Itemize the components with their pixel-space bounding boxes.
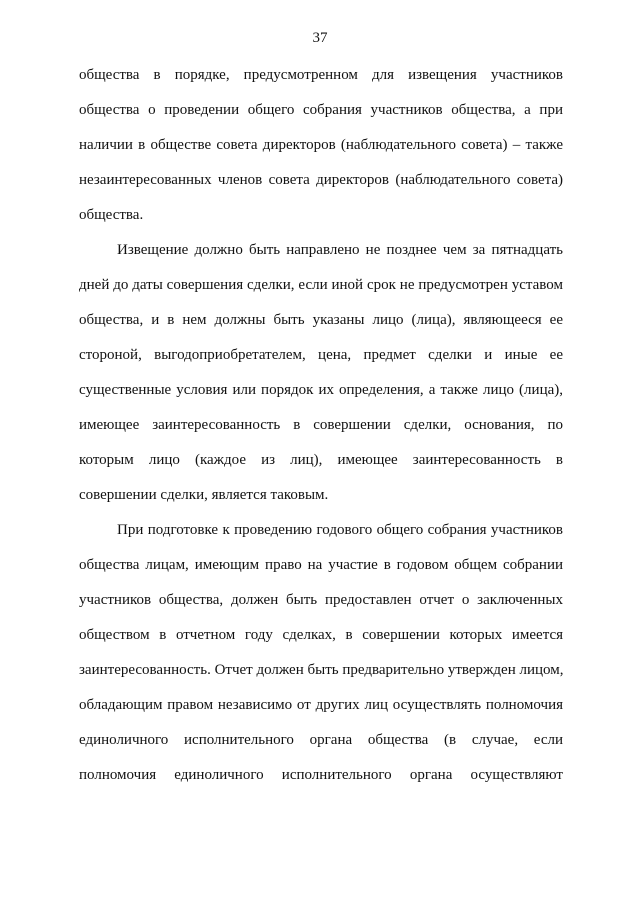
text-line: общества лицам, имеющим право на участие в годовом общем собрании xyxy=(79,557,563,573)
text-line: незаинтересованных членов совета директоров (наблюдательного совета) xyxy=(79,172,563,188)
text-line: стороной, выгодоприобретателем, цена, предмет сделки и иные ее xyxy=(79,347,563,363)
text-line: имеющее заинтересованность в совершении сделки, основания, по xyxy=(79,417,563,433)
text-line: общества о проведении общего собрания участников общества, а при xyxy=(79,102,563,118)
text-line: общества. xyxy=(79,207,144,223)
paragraph-2 xyxy=(79,239,563,519)
paragraph-1 xyxy=(79,64,563,239)
text-line: общества в порядке, предусмотренном для извещения участников xyxy=(79,67,563,83)
text-line: При подготовке к проведению годового общего собрания участников xyxy=(117,522,563,538)
text-line: существенные условия или порядок их определения, а также лицо (лица), xyxy=(79,382,563,398)
text-line: дней до даты совершения сделки, если иной срок не предусмотрен уставом xyxy=(79,277,563,293)
text-line: наличии в обществе совета директоров (наблюдательного совета) – также xyxy=(79,137,563,153)
text-line: общества, и в нем должны быть указаны лицо (лица), являющееся ее xyxy=(79,312,563,328)
text-line: обществом в отчетном году сделках, в совершении которых имеется xyxy=(79,627,563,643)
document-body xyxy=(79,64,563,799)
text-line: полномочия единоличного исполнительного органа осуществляют xyxy=(79,767,563,783)
page-number: 37 xyxy=(312,30,328,46)
text-line: участников общества, должен быть предоставлен отчет о заключенных xyxy=(79,592,563,608)
text-line: заинтересованность. Отчет должен быть предварительно утвержден лицом, xyxy=(79,662,564,678)
paragraph-3 xyxy=(79,519,563,799)
text-line: совершении сделки, является таковым. xyxy=(79,487,329,503)
text-line: обладающим правом независимо от других лиц осуществлять полномочия xyxy=(79,697,563,713)
text-line: единоличного исполнительного органа общества (в случае, если xyxy=(79,732,563,748)
text-line: которым лицо (каждое из лиц), имеющее заинтересованность в xyxy=(79,452,563,468)
text-line: Извещение должно быть направлено не позднее чем за пятнадцать xyxy=(117,242,563,258)
